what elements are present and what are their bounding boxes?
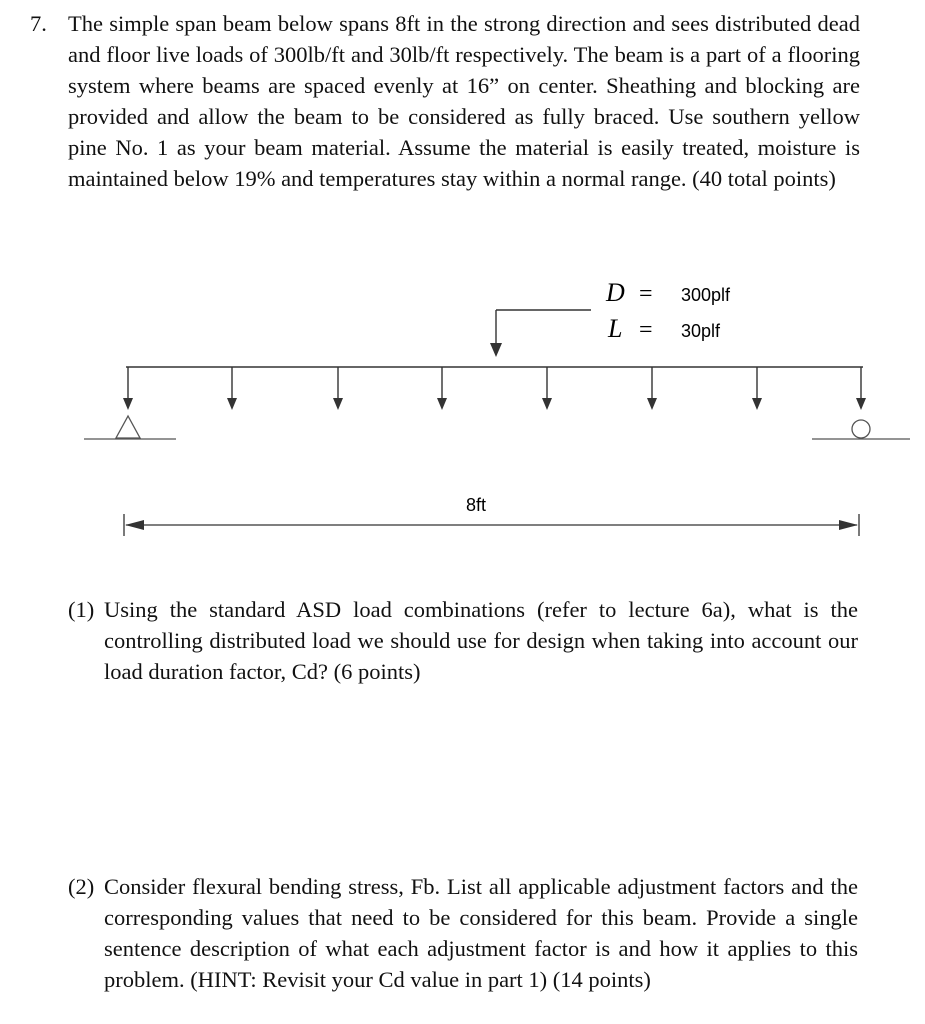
load-arrow xyxy=(856,367,866,410)
question-1 xyxy=(68,594,858,687)
live-load-equals: = xyxy=(639,317,653,343)
load-arrow xyxy=(647,367,657,410)
question-1-text: Using the standard ASD load combinations (refer to lecture 6a), what is the controlling distributed load we should use for design when taking into account our load duration factor, Cd? (6 points) xyxy=(104,597,858,684)
dead-load-value: 300plf xyxy=(681,285,731,305)
problem-number: 7. xyxy=(30,11,47,36)
question-2 xyxy=(68,871,858,995)
question-1-label: (1) xyxy=(68,597,95,622)
question-2-text: Consider flexural bending stress, Fb. List all applicable adjustment factors and the corresponding values that need to be considered for this beam. Provide a single sentence description of what each adjustment factor is and how it applies to this problem. (HINT: Revisit your Cd value in part 1) (14 points) xyxy=(104,874,858,992)
pin-support xyxy=(84,416,176,439)
load-arrow xyxy=(542,367,552,410)
roller-support xyxy=(812,420,910,439)
span-label: 8ft xyxy=(466,495,487,515)
live-load-symbol: L xyxy=(608,314,623,343)
question-2-label: (2) xyxy=(68,874,95,899)
load-arrows xyxy=(123,367,866,410)
span-dimension-line xyxy=(124,514,859,536)
live-load-value: 30plf xyxy=(681,321,721,341)
dead-load-equals: = xyxy=(639,281,653,307)
load-arrow xyxy=(123,367,133,410)
load-arrow xyxy=(333,367,343,410)
dead-load-symbol: D xyxy=(606,278,625,307)
load-arrow xyxy=(752,367,762,410)
problem-text: The simple span beam below spans 8ft in the strong direction and sees distributed dead and floor live loads of 300lb/ft and 30lb/ft respectively. The beam is a part of a flooring system where beams are spaced evenly at 16” on center. Sheathing and blocking are provided and allow the beam to be considered as fully braced. Use southern yellow pine No. 1 as your beam material. Assume the material is easily treated, moisture is maintained below 19% and temperatures stay within a normal range. (40 total points) xyxy=(68,11,860,191)
load-arrow xyxy=(227,367,237,410)
load-label-leader xyxy=(490,310,591,357)
load-arrow xyxy=(437,367,447,410)
